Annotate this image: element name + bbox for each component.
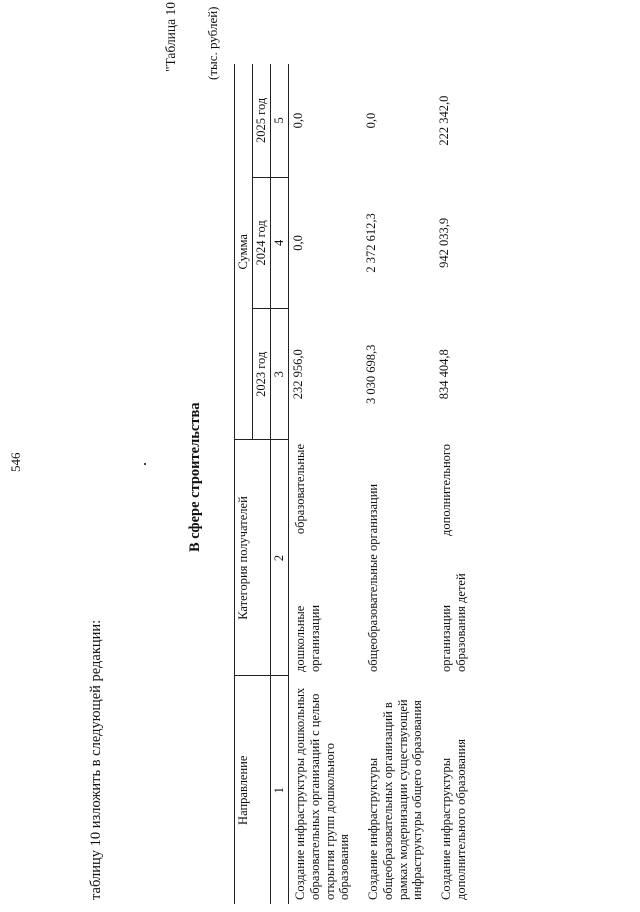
table-row [362,64,435,904]
col-num-2: 2 [271,440,289,676]
category-left: дошкольные [293,605,307,672]
category-right: образовательные [293,444,307,535]
col-direction: Направление [235,676,271,904]
row-value-2025: 0,0 [291,112,305,129]
page-number: 546 [8,452,23,472]
category-right: дополнительного [439,444,453,536]
row-value-2024: 0,0 [291,235,305,251]
col-num-4: 4 [271,177,289,308]
units-label: (тыс. рублей) [205,6,220,80]
row-value-2025: 0,0 [364,112,378,129]
col-sum: Сумма [235,64,253,440]
row-value-2023: 3 030 698,3 [364,344,378,404]
col-num-3: 3 [271,309,289,440]
col-2024: 2024 год [253,177,271,308]
row-direction: Создание инфраструктуры дошкольных образовательных организаций с целью открытия групп дошкольного образования [293,687,352,900]
table-row [289,64,363,904]
row-value-2023: 834 404,8 [437,349,451,400]
col-2023: 2023 год [253,309,271,440]
row-value-2023: 232 956,0 [291,349,305,400]
col-num-1: 1 [271,676,289,904]
funding-table [234,64,479,904]
table-row [435,64,479,904]
row-category [362,440,435,676]
category-left: организации [439,604,453,672]
category-rest: организации [307,604,322,672]
row-category [289,440,363,676]
row-value-2025: 222 342,0 [437,95,451,146]
row-direction: Создание инфраструктуры дополнительного образования [439,738,468,900]
table-label: "Таблица 10 [163,2,178,72]
category-rest: образования детей [453,573,468,672]
row-value-2024: 942 033,9 [437,217,451,268]
section-heading: В сфере строительства [187,402,203,552]
col-num-5: 5 [271,64,289,177]
scan-dot [144,463,146,465]
row-direction: Создание инфраструктуры общеобразовательных организаций в рамках модернизации существующей инфраструктуры общего образования [366,699,425,900]
row-category [435,440,479,676]
category-left: общеобразовательные организации [366,483,380,672]
row-value-2024: 2 372 612,3 [364,213,378,273]
intro-text: таблицу 10 изложить в следующей редакции: [88,619,104,900]
col-2025: 2025 год [253,64,271,177]
col-category: Категория получателей [235,440,271,676]
